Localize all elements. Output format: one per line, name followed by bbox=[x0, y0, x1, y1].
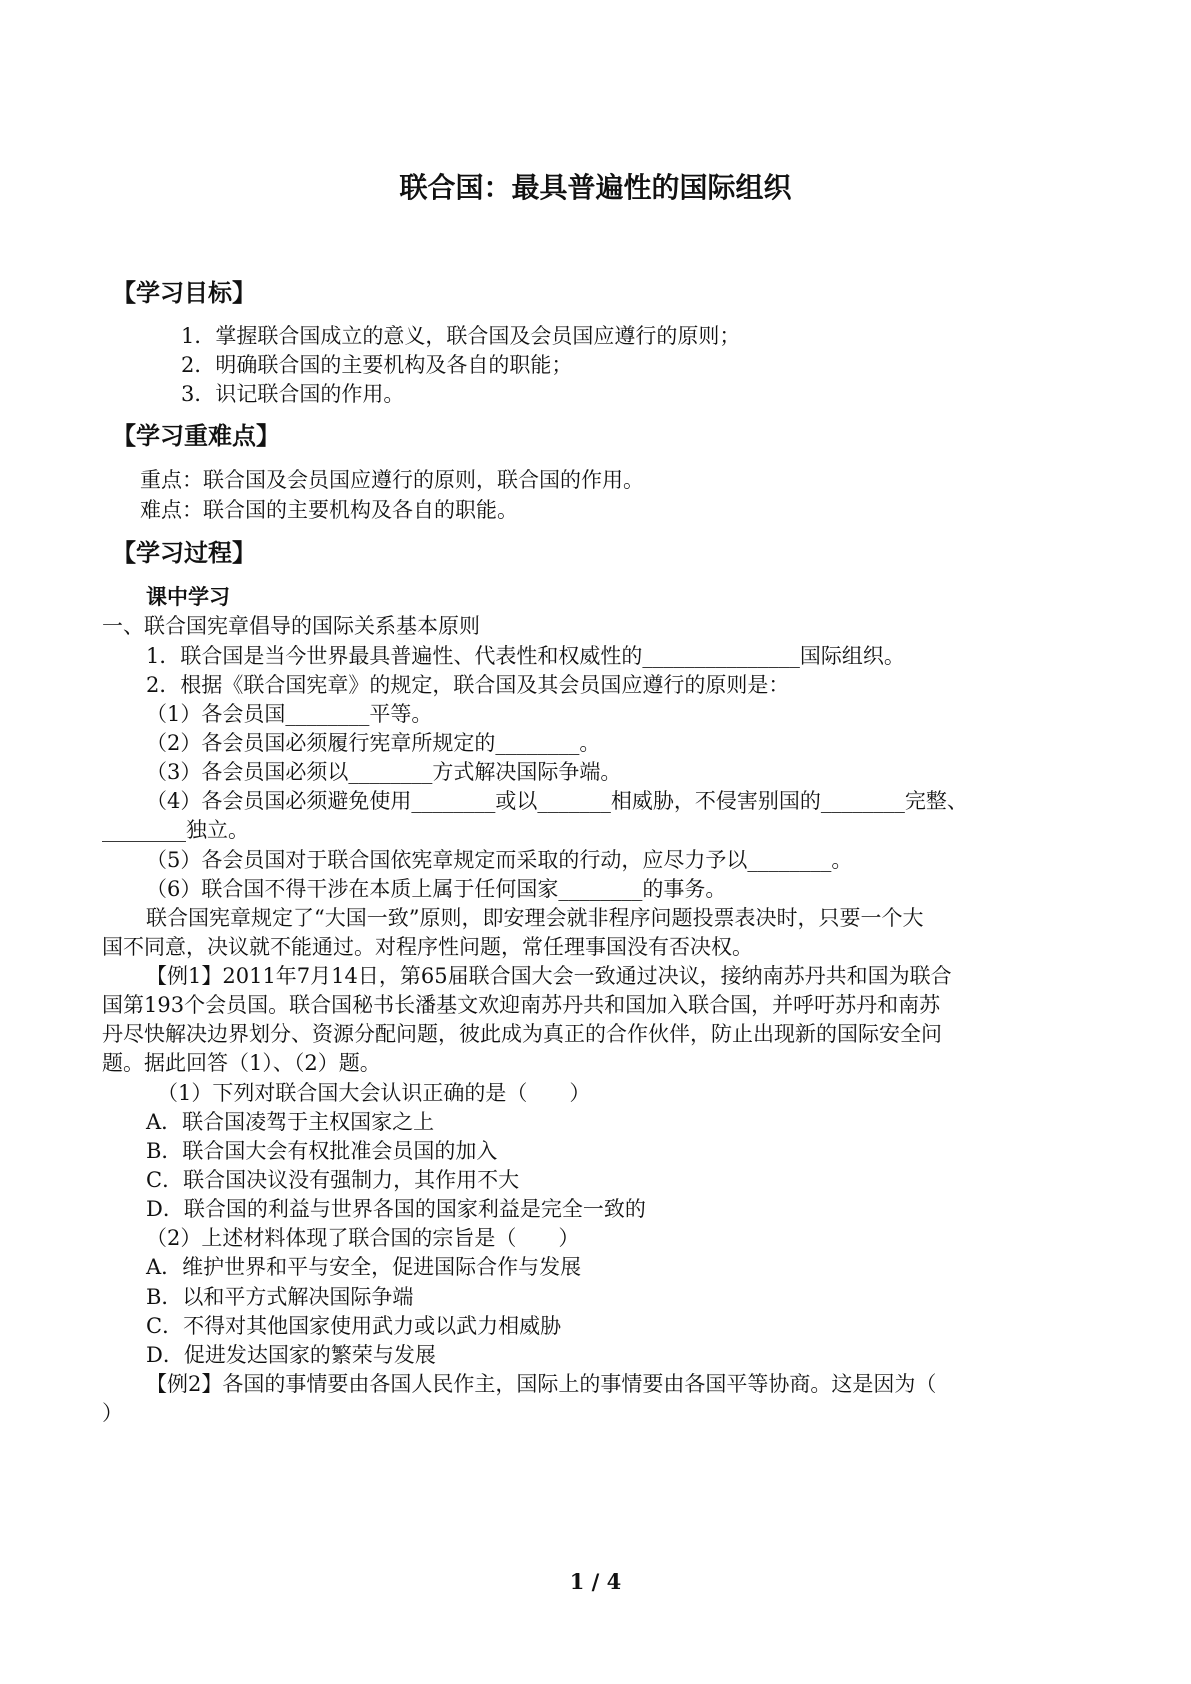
page-number: 1 / 4 bbox=[569, 1569, 622, 1594]
principle-4-cont: ________独立。 bbox=[102, 818, 249, 842]
option: B．联合国大会有权批准会员国的加入 bbox=[146, 1139, 498, 1163]
option: A．维护世界和平与安全，促进国际合作与发展 bbox=[146, 1255, 582, 1279]
option: C．不得对其他国家使用武力或以武力相威胁 bbox=[146, 1314, 562, 1338]
in-class-subheading: 课中学习 bbox=[146, 584, 230, 609]
example-1-line: 题。据此回答（1）、（2）题。 bbox=[102, 1051, 381, 1075]
note-line: 国不同意，决议就不能通过。对程序性问题，常任理事国没有否决权。 bbox=[102, 935, 753, 959]
page-title: 联合国：最具普遍性的国际组织 bbox=[399, 171, 792, 204]
example-1-question-2: （2）上述材料体现了联合国的宗旨是（ ） bbox=[146, 1226, 580, 1250]
example-1-line: 丹尽快解决边界划分、资源分配问题，彼此成为真正的合作伙伴，防止出现新的国际安全问 bbox=[102, 1022, 942, 1046]
key-points-heading: 【学习重难点】 bbox=[112, 421, 280, 450]
option: D．促进发达国家的繁荣与发展 bbox=[146, 1343, 436, 1367]
objectives-heading: 【学习目标】 bbox=[112, 278, 256, 307]
example-2-line: 【例2】各国的事情要由各国人民作主，国际上的事情要由各国平等协商。这是因为（ bbox=[146, 1372, 937, 1396]
objective-item: 2．明确联合国的主要机构及各自的职能； bbox=[181, 353, 573, 377]
option: D．联合国的利益与世界各国的国家利益是完全一致的 bbox=[146, 1197, 646, 1221]
option: B．以和平方式解决国际争端 bbox=[146, 1285, 414, 1309]
process-heading: 【学习过程】 bbox=[112, 538, 256, 567]
principle-1: （1）各会员国________平等。 bbox=[146, 702, 433, 726]
option: C．联合国决议没有强制力，其作用不大 bbox=[146, 1168, 520, 1192]
example-1-line: 【例1】2011年7月14日，第65届联合国大会一致通过决议，接纳南苏丹共和国为联合 bbox=[146, 964, 952, 988]
example-2-line: ） bbox=[102, 1401, 123, 1425]
question-2: 2．根据《联合国宪章》的规定，联合国及其会员国应遵行的原则是： bbox=[146, 673, 790, 697]
part-heading: 一、联合国宪章倡导的国际关系基本原则 bbox=[102, 614, 480, 638]
example-1-line: 国第193个会员国。联合国秘书长潘基文欢迎南苏丹共和国加入联合国，并呼吁苏丹和南苏 bbox=[102, 993, 941, 1017]
objective-item: 1．掌握联合国成立的意义，联合国及会员国应遵行的原则； bbox=[181, 324, 741, 348]
principle-3: （3）各会员国必须以________方式解决国际争端。 bbox=[146, 760, 622, 784]
key-point: 重点：联合国及会员国应遵行的原则，联合国的作用。 bbox=[140, 468, 644, 492]
option: A．联合国凌驾于主权国家之上 bbox=[146, 1110, 435, 1134]
difficult-point: 难点：联合国的主要机构及各自的职能。 bbox=[140, 498, 518, 522]
principle-5: （5）各会员国对于联合国依宪章规定而采取的行动，应尽力予以________。 bbox=[146, 848, 853, 872]
note-line: 联合国宪章规定了“大国一致”原则，即安理会就非程序问题投票表决时，只要一个大 bbox=[146, 906, 924, 930]
question-1: 1．联合国是当今世界最具普遍性、代表性和权威性的_______________国际组织。 bbox=[146, 644, 905, 668]
principle-2: （2）各会员国必须履行宪章所规定的________。 bbox=[146, 731, 601, 755]
principle-6: （6）联合国不得干涉在本质上属于任何国家________的事务。 bbox=[146, 877, 727, 901]
objective-item: 3．识记联合国的作用。 bbox=[181, 382, 405, 406]
example-1-question-1: （1）下列对联合国大会认识正确的是（ ） bbox=[157, 1081, 591, 1105]
principle-4: （4）各会员国必须避免使用________或以_______相威胁，不侵害别国的________完整、 bbox=[146, 789, 968, 813]
